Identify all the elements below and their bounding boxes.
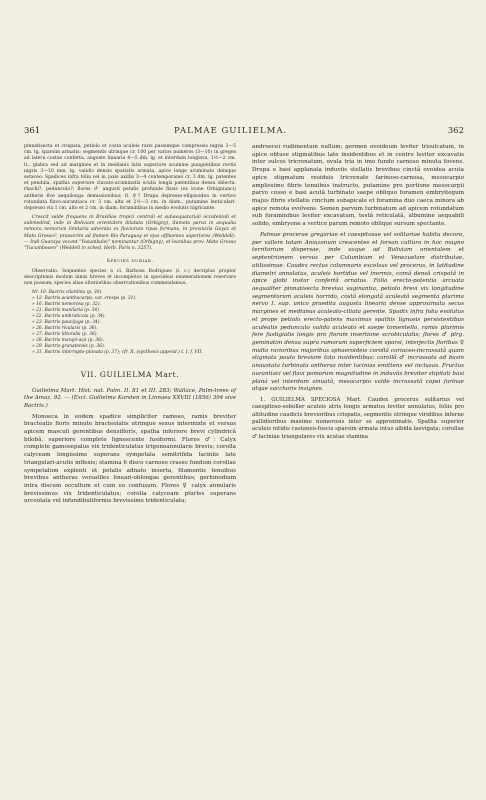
list-item: » 22. Bactris umbraticola (p. 34). — [32, 314, 106, 320]
book-page — [24, 124, 464, 796]
list-item: Nr. 10. Bactris cilantina (p. 30). — [32, 290, 103, 296]
list-item: » 28. Bactris marajó-açú (p. 36). — [32, 337, 104, 343]
paragraph: androecei rudimentum nullum; germen ovoideum leviter trisulcatum, in apice obtuse stigmatibus late insidentibus et in centro leviter excavatis inter sulcos tricrenatum, ovula tria in imo fundo carnoso minuta fovens. Drupa e basi applanata induviis stellatis brevibus cinctâ ovoidea acuta apice stigmatum residuis tricrenate farinoso-carnosa, mesocarpio amplissimo fibris tenuibus instructo, putamine pro portione mesocarpii parvo cosso e basi acutâ turbinato saepe obliquo foramen embryitegum majus fibris stellatis cinctum subapicale et foramina duo caeca minora ab apice remota evolvens. Semen parvum turbinatum ad apicem rotundatum sub foraminibus leviter excavatum, testâ reticulatâ, albumine aequabili solido, embryone a vertice parum remoto oblique sursum spectante. — [252, 144, 464, 228]
dubia-intro: Observatio. Sequentes species a cl. Barbosa Rodrigues (l. c.) decriptas propter descriptionis modum nimis breves et incompletos in speciebus enumerationem reservare non possum; species aliae ulterioribus observationibus commendamus: — [24, 268, 236, 287]
list-item: » 12. Bactris acanthocarpa, var. crespa (p. 31). — [32, 296, 137, 302]
left-page-number: 361 — [24, 126, 41, 136]
dubia-list — [32, 290, 236, 355]
list-item: » 21. Bactris manilaria (p. 34). — [32, 308, 101, 314]
left-column — [24, 144, 236, 509]
list-item: » 23. Bactris paucijuga (p. 34). — [32, 320, 101, 325]
genus-references: Guilielma Mart. Hist. nat. Palm. II. 81 et III. 283; Wallace, Palm-trees of the Amaz. 92. — (Excl. Guilielma Karsten in Linnaea XXVIII (1856) 394 sive Bactris.) — [24, 387, 236, 409]
list-item: » 26. Bactris rivularis (p. 36). — [32, 325, 98, 331]
list-item: » 29. Bactris granatensis (p. 36). — [32, 343, 106, 349]
running-title: PALMAE GUILIELMA. — [174, 126, 288, 136]
running-header — [24, 124, 464, 138]
paragraph: pinnatisecta et crispata, petiolo et costa aculeis raris passimque compressis nigris 3—5 cm. lg. sparsim armatis; segmentis utrinque cr. 100 per varios numeros (3—10) in greges ad latera costae conferta, anguste linearia 4—5 dm. lg. et interdum longiora, 1½—2 cm. lt., glabra sed ad margines et in medianis latis superiore acumine pungentibus rectis nigris 3—10 mm. lg. validis densis spatiatis armata, apice longe acuminato deinque setaceo. Spadices infra folia vel in (axis axillis 3—4 contemporanei cr. 3 dm. lg. patentes et pendula, spathis superiore clavato-acuminatis oculis longis patentibus densa oblecta. rhachi?, pedunculo?; flores ♂ angusti petalis profunde fissis (ex icone Orbignianci) antheris 6ve aequilonga demissionibus; fl. ♀? Drupa depresso-ellipsoidea in vertice rotundata flavo-aurantiaca cr. 3 cm. alta et 2½—3 cm. in diam., putamine lenticulari-depresso vix 1 cm. alto et 2 cm. in diam. foraminibus in medio evolutis nigricante. — [24, 144, 236, 211]
genus-heading: VII. GUILIELMA Mart. — [80, 369, 180, 379]
list-item: » 16. Bactris nemorosa (p. 32). — [32, 302, 101, 308]
list-item: » 31. Bactris interrupte-pinnata (p. 37); cfr. II. (synthesis append.) t. I. f. VII. — [32, 349, 203, 355]
list-item: » 27. Bactris littoralis (p. 36). — [32, 331, 98, 337]
habit-paragraph: Palmae procerae gregariae et caespitosae vel solitariae habitu decoro, per vallem totam Amazonum crescentes et forsan cultura in hoc magno territorium dispersae, inde usque ad Boliviam orientalem et septentrionem versus per Columbiam et Venezuelam distributae, utilissimae. Caudex rectus columnaris excelsus vel procerus, in latitudine diametri annulatus, aculeis hortidus vel inermis, comâ densâ crispatâ in apice globi instar confertâ ornatus. Folia erecto-patentia arcuata aequaliter pinnatisecta breviua vaginantia, petiolo brevi vix longitudine segmentorum aculeis horrido, costâ elongatâ aculeatâ segmenta plurima nervo I. sup. unico praedita augusta linearia dense approximata secus margines et medianus aculeato-ciliata gerente. Spadix infra folia evolutus et prope petiolo erecto-patens maximus spathis lignosis persistentibus aculeatis pedunculo valido aculeato et saepe tomentello, ramis plurimis fere fastigiatis longis pro florum insertione scrobiculatis; flores ♂ plrg. geminatim densa supra ramorum superficiem sparsi, interjectis floribus ♀ multo rarioribus majoribus sphaeroideis corollâ coriaceo-incrassatâ quam stigmata paulo breviore toto insidentibus; corollâ ♂ incrassata ad basin anaustata turbinata antheras inter lacinias emittens vel inclusas. Fructus aurantiaci vel flavi pomorum magnitudine in induviis breviter stipitati basi planá vel interdum sinuatâ, mesocarpio valde incrassatâ capsi farinae atque saccharis insignes. — [252, 231, 464, 393]
right-page-number: 362 — [447, 126, 464, 136]
genus-description: Monoeca in eodem spadice simpliciter ramoso, ramis breviter bracteatis floris minute bracteolatis utrinque sexus intermixte et versus apicem masculi gerentibus densifloris, spatha inferiore brevi cylindricâ bilobâ, superiore complete lignescente fusiformi. Flores ♂: Calyx complete gamosepalus vix tridenticulatus trigonoannularis brevis; corolla calyceam longissime superans sympetala semitrifida laciniis late triangulari-acutis inflexis; stamina 6 disco carnoso crasso fundum corollae sympetalum explenti et petalis adnato inserta, filamentis tenuibus brevibus antheras versatiles lineari-oblongas gerentibus; gerhinodium intra discum occultum et cum eo confusum. Flores ♀ calyx annularis brevissimus vix tridenticulatus; corolla calyceam plurles superans urceolata vel infundibuliformis brevissime tridenticulata; — [24, 413, 236, 505]
habitat-paragraph: Crescit valde frequens in Brasiliae tropici centrali et subaequatoriali occidentali et submedind, inde in Boliviam orientalem dilatata (Orbigny), dumeta parva in aequalia nemora nemorum limitaria adventia ex flaviorum ripas formans, in provinciis Goyaz et Mato Grosso?, praeserim ad flumen Rio Paraguay et ejus affluentes superiores (Weddell). — Indi Guaraya vocant "Yasumbalei" nominantur (Orbigny), et leonibus prov. Mato Grosso "Tucumbeaen" (Weddell in sched. Herb. Paris n. 3257). — [24, 215, 236, 251]
right-column — [252, 144, 464, 444]
species-paragraph: 1. GUILIELMA SPECIOSA Mart. Caudex procerus solitarius vel caespitoso-soboller aculeis atris longis armatus leviter annulatus, foliis pro altitudine caudicis brevioribus crispatis, segmentis utrinque viridibus inferne pallidioribus maxime numerosis inter se approximatis. Spatha superior aculeis nitidis castaneo-fuscis sparsim armata intus albida laevigata; corollae ♂ laciniae triangulares vix acutae stamina — [252, 397, 464, 440]
dubia-title: Species dubiae. — [106, 258, 154, 265]
